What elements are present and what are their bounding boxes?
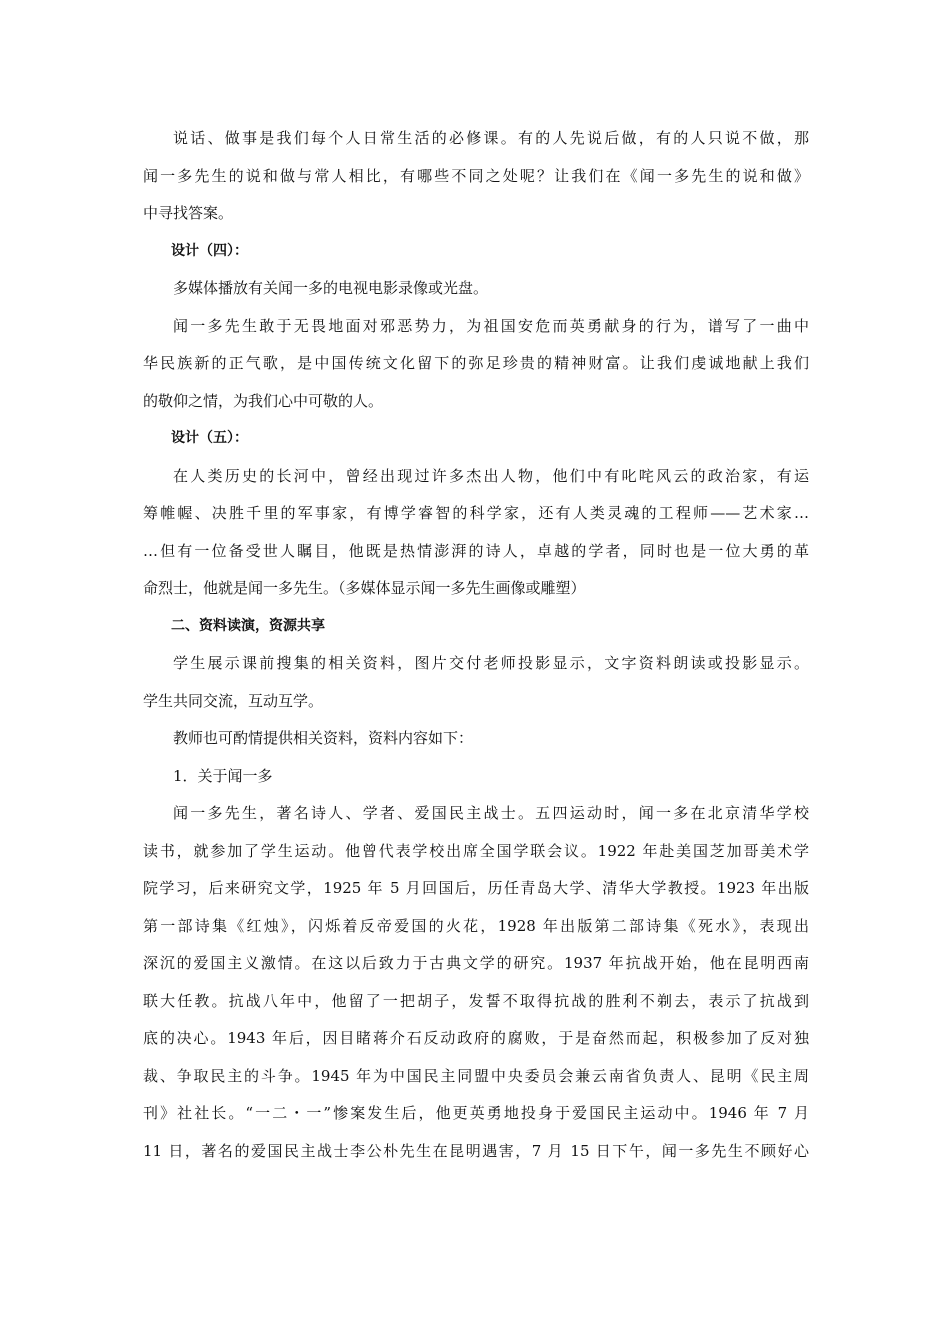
text-line: 命烈士，他就是闻一多先生。（多媒体显示闻一多先生画像或雕塑） [143,579,586,597]
text-line: 教师也可酌情提供相关资料，资料内容如下： [173,729,474,747]
text-line: 11 日，著名的爱国民主战士李公朴先生在昆明遇害，7 月 15 日下午，闻一多先生不顾好心 [143,1141,809,1160]
text-line: 中寻找答案。 [143,204,234,222]
text-line: 在人类历史的长河中，曾经出现过许多杰出人物，他们中有叱咤风云的政治家，有运 [173,466,809,485]
text-line: 设计（四）： [171,242,248,259]
text-line: 深沉的爱国主义激情。在这以后致力于古典文学的研究。1937 年抗战开始，他在昆明西南 [143,954,809,972]
text-line: 刊》社社长。“一二・一”惨案发生后，他更英勇地投身于爱国民主运动中。1946 年 7 月 [143,1104,809,1122]
text-line: …但有一位备受世人瞩目，他既是热情澎湃的诗人，卓越的学者，同时也是一位大勇的革 [143,541,809,560]
text-line: 读书，就参加了学生运动。他曾代表学校出席全国学联会议。1922 年赴美国芝加哥美术学 [143,841,809,860]
body-paragraph [143,270,809,308]
text-line: 闻一多先生，著名诗人、学者、爱国民主战士。五四运动时，闻一多在北京清华学校 [173,804,809,822]
text-line: 院学习，后来研究文学，1925 年 5 月回国后，历任青岛大学、清华大学教授。1923 年出版 [143,879,809,897]
section-heading [143,420,809,458]
text-line: 第一部诗集《红烛》，闪烁着反帝爱国的火花，1928 年出版第二部诗集《死水》，表现出 [143,916,809,935]
document-page [143,120,809,1170]
text-line: 多媒体播放有关闻一多的电视电影录像或光盘。 [173,279,489,297]
text-line: 学生共同交流，互动互学。 [143,691,324,710]
text-line: 闻一多先生的说和做与常人相比，有哪些不同之处呢？让我们在《闻一多先生的说和做》 [143,166,809,185]
text-line: 1．关于闻一多 [173,766,273,785]
text-line: 学生展示课前搜集的相关资料，图片交付老师投影显示，文字资料朗读或投影显示。 [173,654,809,672]
text-line: 设计（五）： [171,430,248,446]
section-heading [143,233,809,271]
text-line: 闻一多先生敢于无畏地面对邪恶势力，为祖国安危而英勇献身的行为，谱写了一曲中 [173,316,809,335]
body-paragraph [143,645,809,720]
text-line: 底的决心。1943 年后，因目睹蒋介石反动政府的腐败，于是奋然而起，积极参加了反对独 [143,1029,809,1047]
body-paragraph [143,308,809,421]
text-line: 联大任教。抗战八年中，他留了一把胡子，发誓不取得抗战的胜利不剃去，表示了抗战到 [143,991,809,1010]
body-paragraph [143,120,809,233]
body-paragraph [143,458,809,608]
text-line: 华民族新的正气歌，是中国传统文化留下的弥足珍贵的精神财富。让我们虔诚地献上我们 [143,354,809,372]
text-line: 筹帷幄、决胜千里的军事家，有博学睿智的科学家，还有人类灵魂的工程师——艺术家… [143,504,809,522]
section-heading [143,608,809,646]
text-line: 的敬仰之情，为我们心中可敬的人。 [143,391,384,410]
text-line: 说话、做事是我们每个人日常生活的必修课。有的人先说后做，有的人只说不做，那 [173,129,809,147]
body-paragraph [143,720,809,758]
text-line: 裁、争取民主的斗争。1945 年为中国民主同盟中央委员会兼云南省负责人、昆明《民主周 [143,1066,809,1085]
body-paragraph [143,795,809,1170]
body-paragraph [143,758,809,796]
text-line: 二、资料读演，资源共享 [171,617,325,634]
